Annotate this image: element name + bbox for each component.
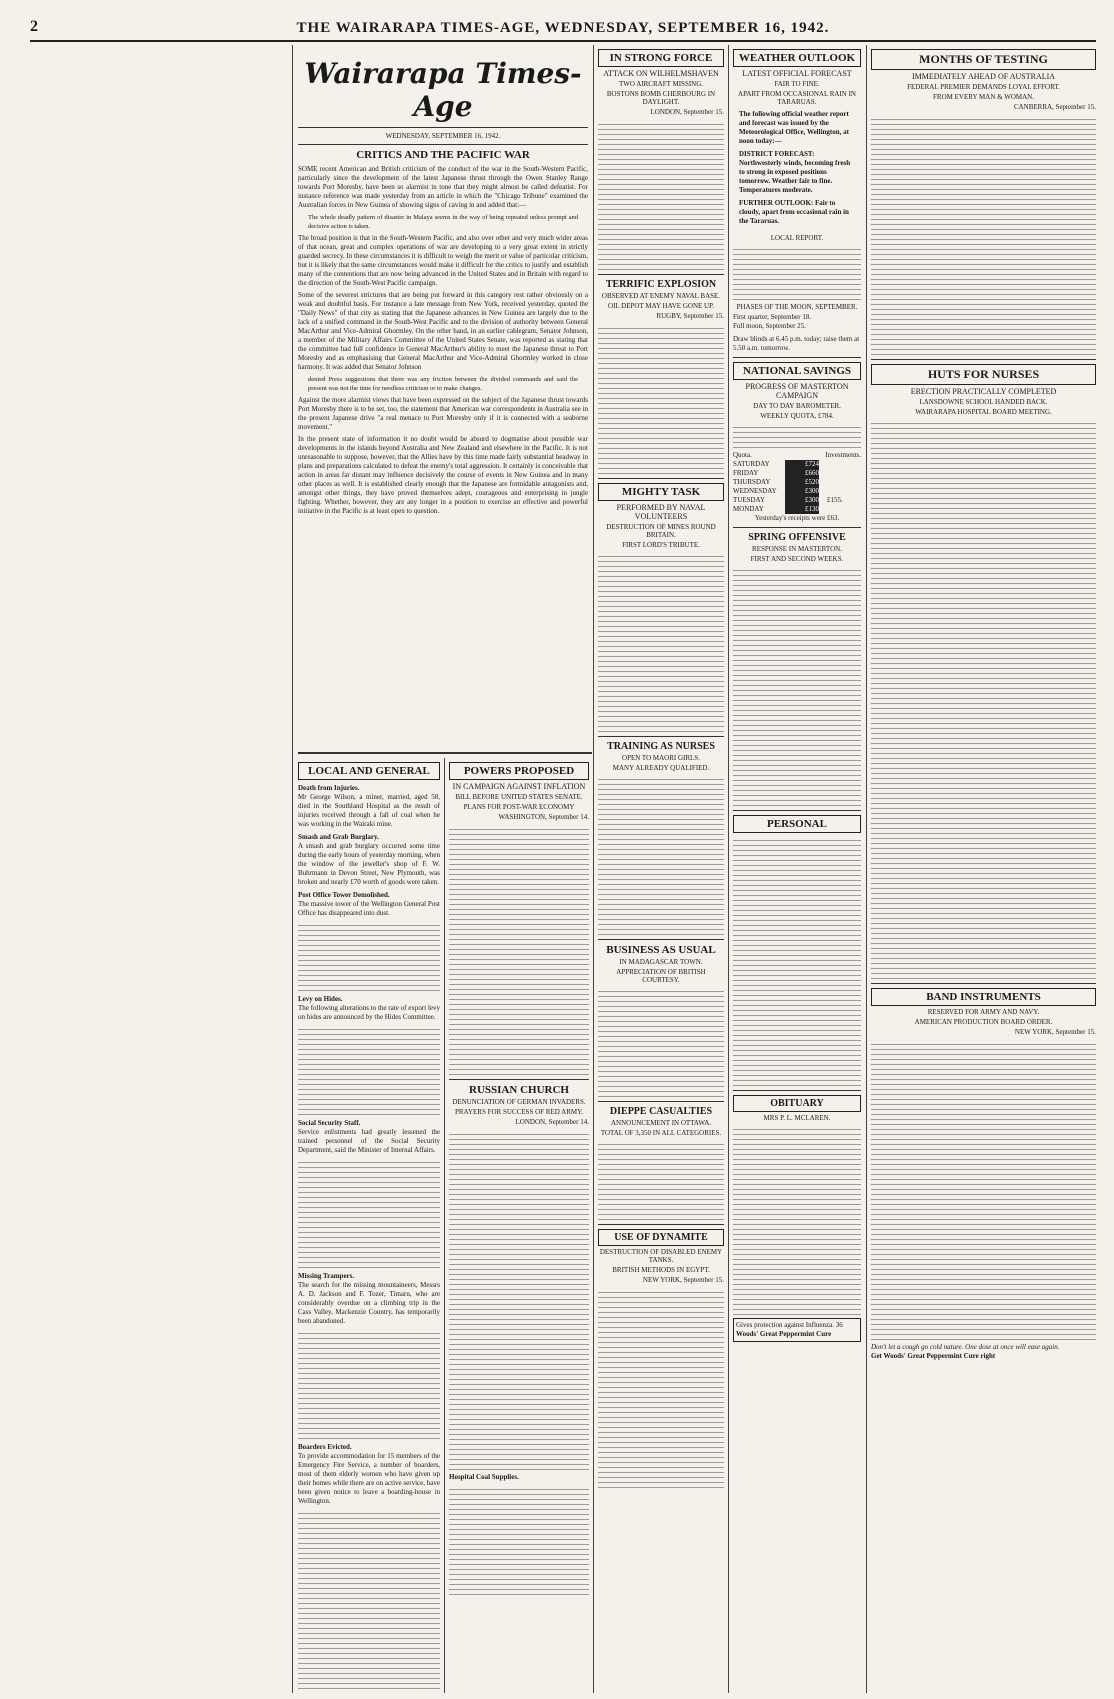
savings-row: MONDAY £130 (733, 505, 819, 513)
dynamite-sub: DESTRUCTION OF DISABLED ENEMY TANKS. (599, 1248, 723, 1264)
russian-church-heading: RUSSIAN CHURCH (469, 1084, 569, 1096)
months-sub-3: FROM EVERY MAN & WOMAN. (933, 93, 1034, 101)
russian-dateline: LONDON, September 14. (515, 1118, 589, 1126)
nurses-sub-2: MANY ALREADY QUALIFIED. (612, 764, 710, 772)
weather-sub-3: APART FROM OCCASIONAL RAIN IN TARARUAS. (738, 90, 856, 106)
savings-table-header (733, 451, 861, 460)
weather-sub: LATEST OFFICIAL FORECAST (742, 69, 852, 78)
months-testing-heading: MONTHS OF TESTING (871, 49, 1096, 70)
local-subhead: Smash and Grab Burglary. (298, 833, 379, 841)
powers-sub: IN CAMPAIGN AGAINST INFLATION (452, 782, 586, 791)
explosion-sub: OBSERVED AT ENEMY NAVAL BASE. (601, 292, 721, 300)
page-number: 2 (30, 18, 38, 35)
obituary-heading: OBITUARY (733, 1095, 861, 1112)
column-rule (866, 45, 867, 1693)
months-sub: IMMEDIATELY AHEAD OF AUSTRALIA (911, 72, 1056, 81)
weekly-quota: WEEKLY QUOTA, £784. (760, 412, 834, 420)
mighty-task-heading: MIGHTY TASK (598, 483, 724, 501)
huts-sub-2: LANSDOWNE SCHOOL HANDED BACK. (919, 398, 1048, 406)
local-subhead: Post Office Tower Demolished. (298, 891, 390, 899)
powers-sub-3: PLANS FOR POST-WAR ECONOMY (463, 803, 575, 811)
business-sub: IN MADAGASCAR TOWN. (619, 958, 703, 966)
editorial-body-1: The broad position is that in the South-Western Pacific, and also over other and very much wider areas of that ocean, great and complex operations of war are developing to a very great extent in strictly guarded secrecy. In these circumstances it is difficult to weigh the merit or value of particular criticism, but it is likely that the same circumstances would make it difficult for the critics to justify and establish many of the contentions that are now being advanced in the United States and in Britain with regard to the direction of the South-West Pacific campaign. (298, 234, 588, 287)
column-4 (598, 45, 724, 1693)
hospital-coal: Hospital Coal Supplies. (449, 1473, 519, 1481)
explosion-heading: TERRIFIC EXPLOSION (605, 279, 717, 290)
russian-sub-2: PRAYERS FOR SUCCESS OF RED ARMY. (455, 1108, 583, 1116)
explosion-sub-2: OIL DEPOT MAY HAVE GONE UP. (608, 302, 714, 310)
powers-sub-2: BILL BEFORE UNITED STATES SENATE. (455, 793, 583, 801)
business-heading: BUSINESS AS USUAL (606, 944, 716, 956)
column-rule (292, 45, 293, 1693)
dieppe-sub-2: TOTAL OF 3,350 IN ALL CATEGORIES. (600, 1129, 722, 1137)
quota-header: Quota. (733, 451, 752, 459)
woods-line: Get Woods' Great Peppermint Cure right (871, 1352, 996, 1360)
woods-ad-line-1: Gives protection against Influenza. 36 (736, 1321, 843, 1329)
explosion-dateline: RUGBY, September 15. (656, 312, 724, 320)
weather-heading: WEATHER OUTLOOK (733, 49, 861, 67)
masthead: Wairarapa Times-Age (304, 57, 582, 123)
weather-intro: The following official weather report and forecast was issued by the Meteorological Office, Wellington, at noon today:— (739, 110, 849, 145)
band-dateline: NEW YORK, September 15. (1014, 1028, 1096, 1036)
strong-force-sub: ATTACK ON WILHELMSHAVEN (603, 69, 719, 78)
district-forecast: DISTRICT FORECAST: Northwesterly winds, becoming fresh to strong in exposed positions tomorrow. Weather fair to fine. Temperatures moderate. (739, 150, 851, 194)
editorial-date: WEDNESDAY, SEPTEMBER 16, 1942. (385, 132, 501, 140)
savings-sub: PROGRESS OF MASTERTON CAMPAIGN (745, 382, 849, 400)
huts-nurses-heading: HUTS FOR NURSES (871, 364, 1096, 385)
powers-heading: POWERS PROPOSED (449, 762, 589, 780)
savings-table (733, 460, 861, 514)
local-heading: LOCAL AND GENERAL (298, 762, 440, 780)
savings-row: SATURDAY £724 (733, 460, 819, 468)
spring-sub-2: FIRST AND SECOND WEEKS. (750, 555, 844, 563)
local-item: Mr George Wilson, a miner, married, aged 58, died in the Southland Hospital as the result of injuries received through a fall of coal when he was working in the Wairaki mine. (298, 793, 440, 828)
editorial-body-3: Against the more alarmist views that have been expressed on the subject of the Japanese thrust towards Port Moresby there is to be set, too, the statement that American war correspondents in Australia see in the present Japanese drive "a real menace to Port Moresby only if it is connected with a seaborne movement." (298, 396, 588, 431)
local-item: The search for the missing mountaineers, Messrs A. D. Jackson and F. Tozer, Timaru, who are considerably overdue on a climbing trip in the Cass Valley, Mackenzie Country, has temporarily been abandoned. (298, 1281, 440, 1325)
newspaper-header-line: THE WAIRARAPA TIMES-AGE, WEDNESDAY, SEPTEMBER 16, 1942. (296, 20, 830, 36)
local-item: The following alterations to the rate of export levy on hides are announced by the Hides Committee. (298, 1004, 440, 1021)
local-subhead: Missing Trampers. (298, 1272, 355, 1280)
russian-sub: DENUNCIATION OF GERMAN INVADERS. (452, 1098, 586, 1106)
local-item: A smash and grab burglary occurred some time during the early hours of yesterday morning, when the window of the jeweller's shop of F. W. Buhrmann in Devon Street, New Plymouth, was broken and nearly £70 worth of goods were taken. (298, 842, 440, 886)
column-6 (871, 45, 1096, 1693)
national-savings-heading: NATIONAL SAVINGS (733, 362, 861, 380)
nurses-heading: TRAINING AS NURSES (607, 741, 715, 752)
local-subhead: Death from Injuries. (298, 784, 360, 792)
mighty-task-sub-2: DESTRUCTION OF MINES ROUND BRITAIN. (606, 523, 716, 539)
first-quarter: First quarter, September 18. (733, 313, 812, 321)
page-header (30, 18, 1096, 42)
huts-sub: ERECTION PRACTICALLY COMPLETED (910, 387, 1057, 396)
savings-row: THURSDAY £520 (733, 478, 819, 486)
editorial-denied: denied Press suggestions that there was any friction between the divided commands and said the present was not the time for needless criticism or to make changes. (308, 376, 578, 392)
strong-force-heading: IN STRONG FORCE (598, 49, 724, 67)
personal-heading: PERSONAL (733, 815, 861, 833)
yesterday-receipts: Yesterday's receipts were £63. (754, 514, 840, 522)
nurses-sub: OPEN TO MAORI GIRLS. (622, 754, 700, 762)
moon-phases: PHASES OF THE MOON, SEPTEMBER. (736, 303, 858, 311)
dieppe-heading: DIEPPE CASUALTIES (609, 1106, 713, 1117)
powers-proposed (449, 758, 589, 1693)
dynamite-heading: USE OF DYNAMITE (598, 1229, 724, 1246)
local-subhead: Levy on Hides. (298, 995, 343, 1003)
investments-header: Investments. (825, 451, 861, 459)
local-item: The massive tower of the Wellington General Post Office has disappeared into dust. (298, 900, 440, 917)
local-and-general (298, 758, 440, 1693)
mighty-task-sub-3: FIRST LORD'S TRIBUTE. (622, 541, 700, 549)
weather-sub-2: FAIR TO FINE. (774, 80, 820, 88)
dynamite-sub-2: BRITISH METHODS IN EGYPT. (612, 1266, 710, 1274)
column-5 (733, 45, 861, 1693)
strong-force-dateline: LONDON, September 15. (650, 108, 724, 116)
band-sub: RESERVED FOR ARMY AND NAVY. (927, 1008, 1040, 1016)
savings-row: FRIDAY £660 (733, 469, 819, 477)
band-sub-2: AMERICAN PRODUCTION BOARD ORDER. (914, 1018, 1053, 1026)
dynamite-dateline: NEW YORK, September 15. (642, 1276, 724, 1284)
local-subhead: Social Security Staff. (298, 1119, 361, 1127)
full-moon: Full moon, September 25. (733, 322, 806, 330)
draw-blinds: Draw blinds at 6.45 p.m. today; raise them at 5.50 a.m. tomorrow. (733, 335, 860, 352)
savings-row: TUESDAY £300 £155. (733, 496, 843, 504)
editorial-body-4: In the present state of information it no doubt would be absurd to dogmatise about possible war developments in the islands beyond Australia and New Zealand and elsewhere in the Pacific. It is not unreasonable to suppose, however, that the Allies have by this time made fairly substantial headway in plans and preparations calculated to defeat the enemy's total aggression. It certainly is conceivable that action in areas far distant may influence decisively the course of events in New Guinea and in many other places as well. It is established clearly enough that the Japanese are formidable antagonists and, amongst other things, they have proved themselves adept, courageous and enterprising in jungle fighting. Whether, however, they are any longer in a position to exercise an effective and powerful initiative in the Pacific is at least open to question. (298, 435, 588, 515)
column-rule (593, 45, 594, 1693)
spring-sub: RESPONSE IN MASTERTON. (752, 545, 842, 553)
editorial-headline: CRITICS AND THE PACIFIC WAR (356, 149, 530, 161)
woods-ad (733, 1318, 861, 1342)
column-rule (728, 45, 729, 1693)
editorial-lead: SOME recent American and British criticism of the conduct of the war in the South-Western Pacific, particularly since the development of the latest Japanese thrust through the Owen Stanley Range towards Port Moresby, have been so alarmist in tone that they might almost be called defeatist. For instance reference was made yesterday from an article in which the "Chicago Tribune" examined the Australian forces in New Guinea of showing signs of caving in and added that:— (298, 165, 588, 209)
editorial-quote: The whole deadly pattern of disaster in Malaya seems in the way of being repeated unless prompt and decisive action is taken. (308, 214, 578, 230)
months-sub-2: FEDERAL PREMIER DEMANDS LOYAL EFFORT. (907, 83, 1060, 91)
strong-force-sub-3: BOSTONS BOMB CHERBOURG IN DAYLIGHT. (606, 90, 716, 106)
verse: Don't let a cough go cold nature. One dose at once will ease again. (871, 1343, 1060, 1351)
further-outlook: FURTHER OUTLOOK: Fair to cloudy, apart from occasional rain in the Tararuas. (739, 199, 849, 225)
savings-row: WEDNESDAY £300 (733, 487, 819, 495)
local-item: To provide accommodation for 15 members of the Emergency Fire Service, a number of boarders, most of them elderly women who have given up their homes while there are on active service, have been given notice to leave a boarding-house in Wellington. (298, 1452, 440, 1505)
spring-offensive-heading: SPRING OFFENSIVE (748, 532, 846, 543)
savings-sub-2: DAY TO DAY BAROMETER. (753, 402, 841, 410)
months-dateline: CANBERRA, September 15. (1013, 103, 1096, 111)
obituary-sub: MRS P. L. MCLAREN. (763, 1114, 831, 1122)
powers-dateline: WASHINGTON, September 14. (498, 813, 589, 821)
strong-force-sub-2: TWO AIRCRAFT MISSING. (618, 80, 704, 88)
dieppe-sub: ANNOUNCEMENT IN OTTAWA. (610, 1119, 712, 1127)
mighty-task-sub: PERFORMED BY NAVAL VOLUNTEERS (616, 503, 706, 521)
business-sub-2: APPRECIATION OF BRITISH COURTESY. (616, 968, 706, 984)
editorial-column (298, 45, 588, 745)
band-instruments-heading: BAND INSTRUMENTS (871, 988, 1096, 1006)
local-subhead: Boarders Evicted. (298, 1443, 352, 1451)
woods-ad-line-2: Woods' Great Peppermint Cure (736, 1330, 832, 1338)
local-report: LOCAL REPORT. (770, 234, 824, 242)
editorial-body-2: Some of the severest strictures that are being put forward in this category rest rather obviously on a weak and doubtful basis. For instance a late message from New York, received yesterday, quoted the "Daily News" of that city as stating that the Japanese advances in New Guinea are largely due to the lack of a unified command in the South-West Pacific and to the division of authority between General MacArthur and Vice-Admiral Ghormley. On the other hand, in an earlier cablegram, Senator Johnson, a member of the Military Affairs Committee of the United States Senate, was reported as stating that the committee had full confidence in General MacArthur's ability to meet the Japanese threat to Port Moresby and as emphasising that General MacArthur and Vice-Admiral Ghormley worked in close harmony. It was added that Senator Johnson (298, 291, 588, 371)
huts-sub-3: WAIRARAPA HOSPITAL BOARD MEETING. (915, 408, 1052, 416)
local-item: Service enlistments had greatly lessened the trained personnel of the Social Security Department, said the Minister of Internal Affairs. (298, 1128, 440, 1154)
